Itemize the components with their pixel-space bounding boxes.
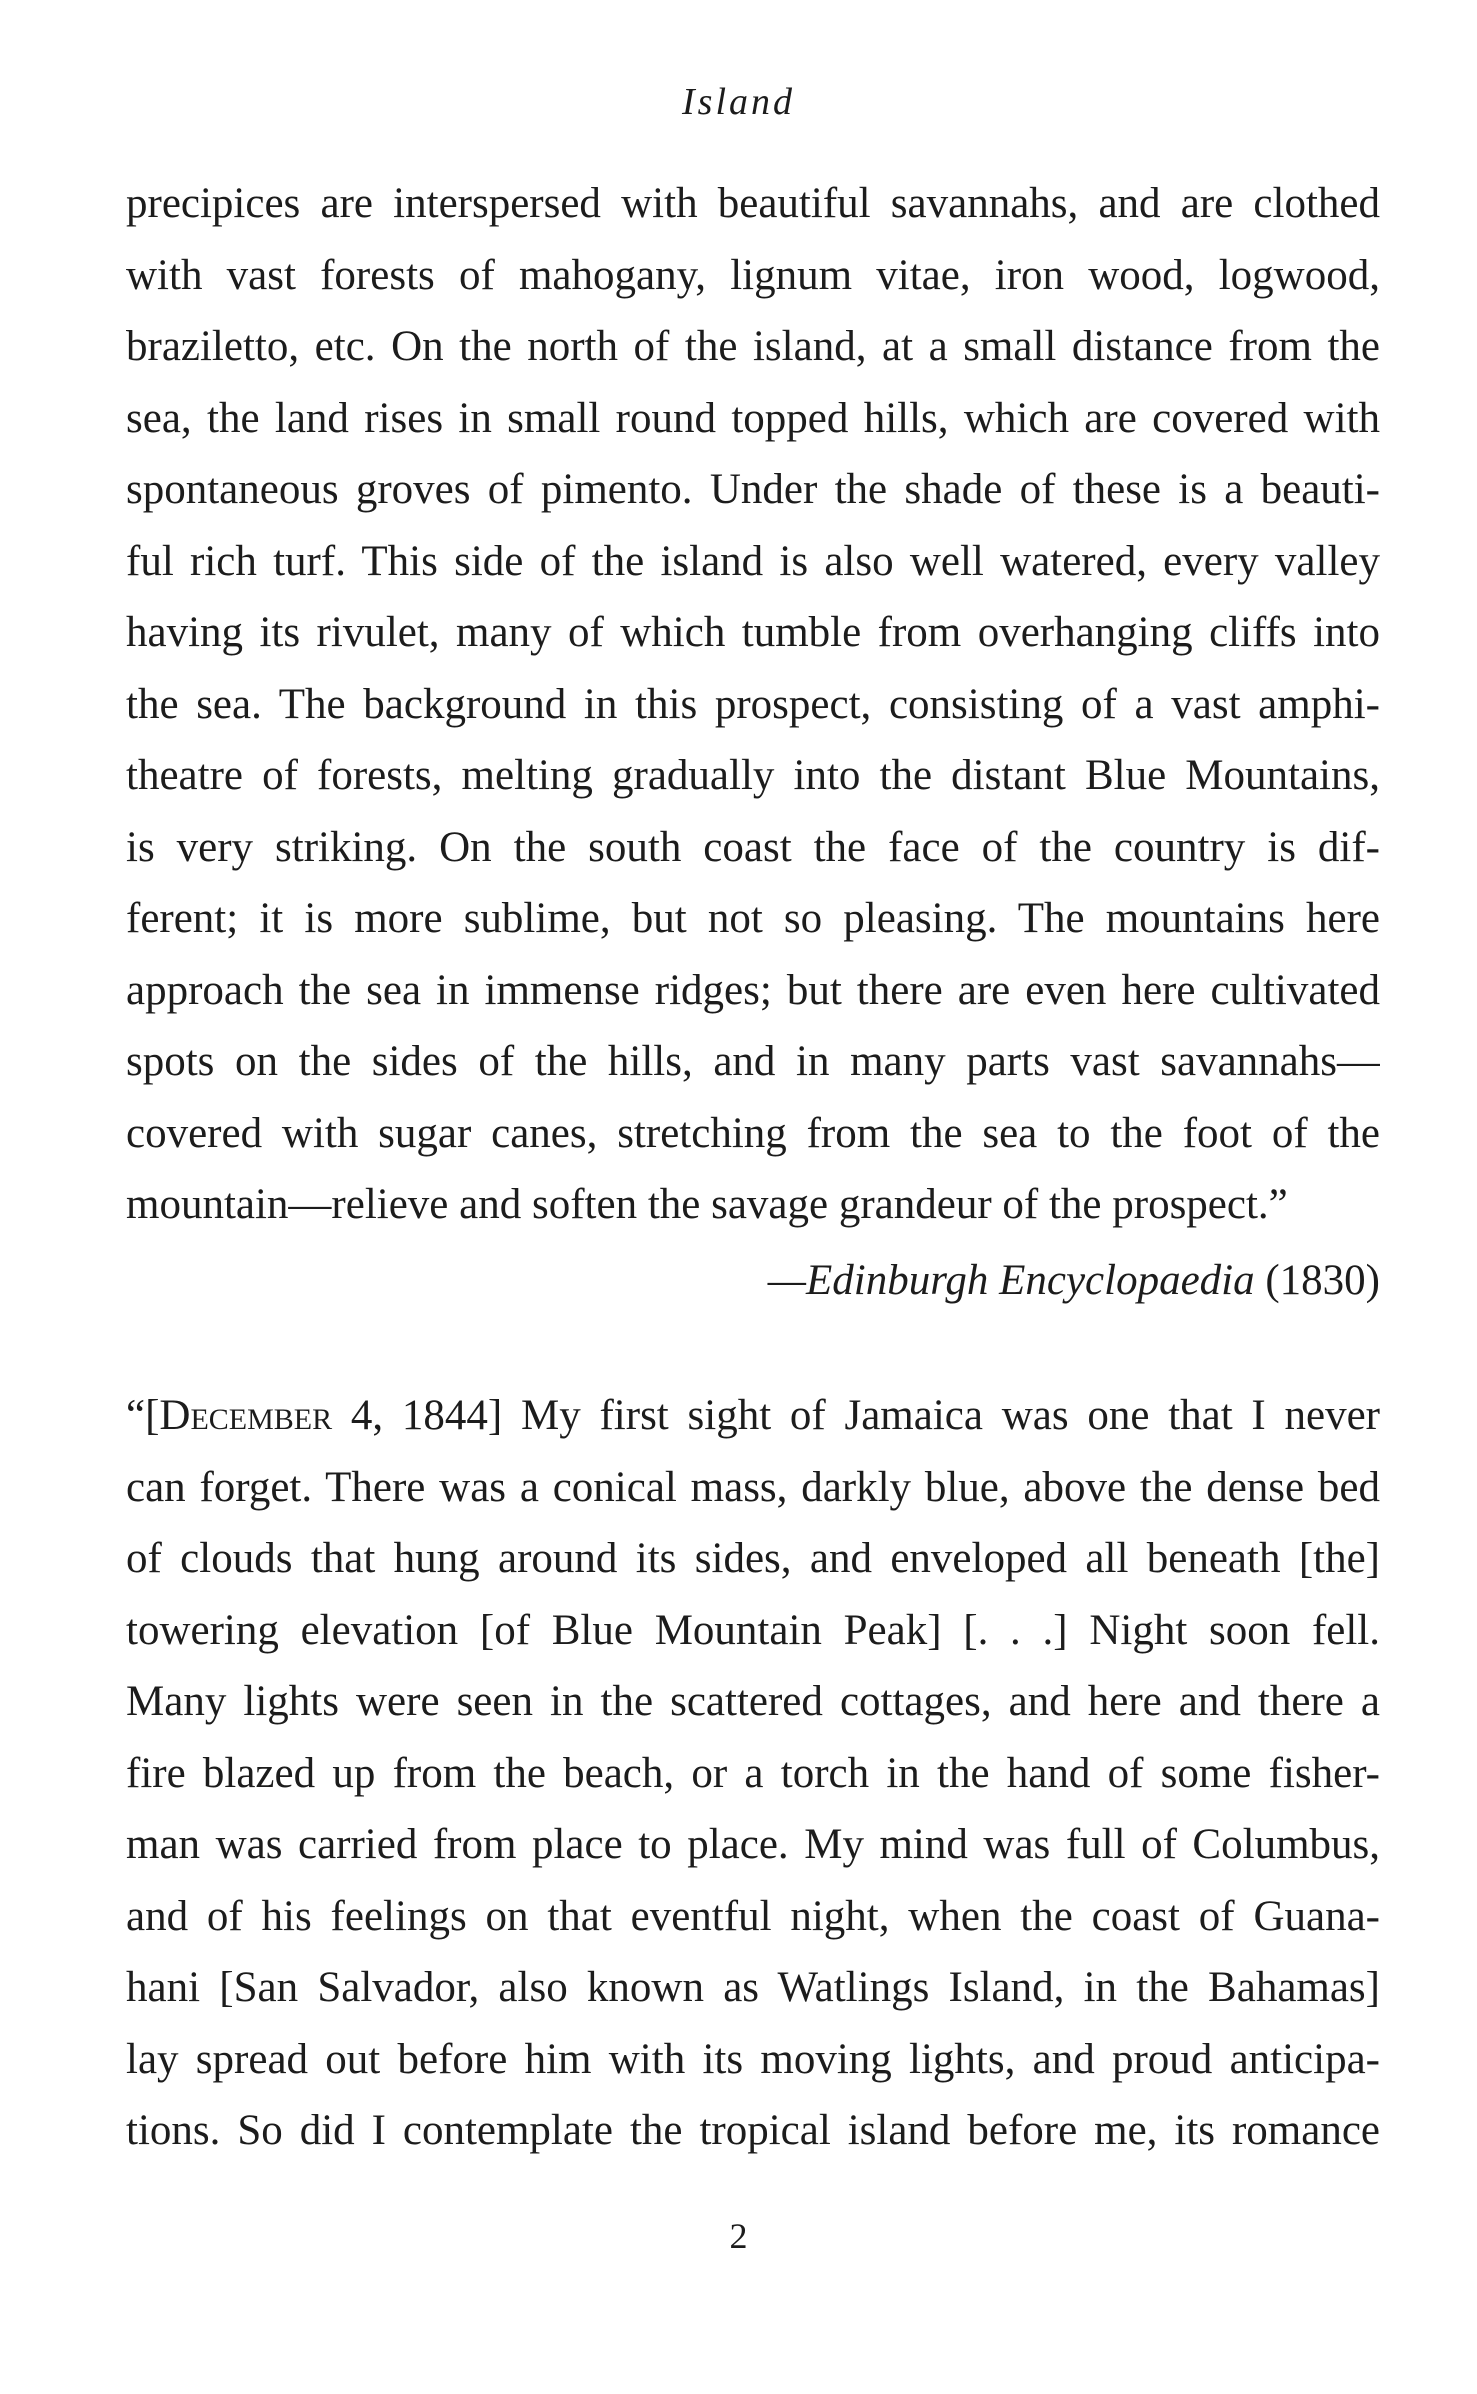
text-line-first [126,1380,1380,1452]
date-month: December [159,1392,333,1439]
attribution-source: Edinburgh Encyclopaedia [806,1257,1255,1304]
attribution [768,1245,1380,1317]
attribution-year: (1830) [1254,1257,1380,1304]
text-line: hani [San Salvador, also known as Watlings Island, in the Bahamas] [126,1964,1380,2011]
attribution-dash: — [767,1257,806,1304]
text-line: can forget. There was a conical mass, darkly blue, above the dense bed [126,1463,1380,1511]
text-line: sea, the land rises in small round topped hills, which are covered with [126,394,1380,442]
text-line: covered with sugar canes, stretching from the sea to the foot of the [126,1109,1380,1157]
text-line: and of his feelings on that eventful night, when the coast of Guana- [126,1892,1380,1940]
text-line: is very striking. On the south coast the face of the country is dif- [126,823,1380,871]
text-line: tions. So did I contemplate the tropical island before me, its romance [126,2107,1380,2154]
running-head: Island [682,81,795,123]
text-line: the sea. The background in this prospect, consisting of a vast amphi- [126,680,1380,728]
text-line: with vast forests of mahogany, lignum vitae, iron wood, logwood, [126,251,1380,299]
text-line: having its rivulet, many of which tumble from overhanging cliffs into [126,609,1380,656]
text-line: spontaneous groves of pimento. Under the shade of these is a beauti- [126,466,1380,513]
text-line: Many lights were seen in the scattered cottages, and here and there a [126,1678,1380,1725]
text-line: man was carried from place to place. My mind was full of Columbus, [126,1821,1380,1868]
open-quote-bracket: “[ [126,1392,160,1439]
text-line: ferent; it is more sublime, but not so pleasing. The mountains here [126,895,1380,942]
text-line: spots on the sides of the hills, and in many parts vast savannahs— [126,1038,1380,1085]
text-line: fire blazed up from the beach, or a torch in the hand of some fisher- [126,1749,1380,1797]
text-line: approach the sea in immense ridges; but there are even here cultivated [126,966,1380,1014]
text-line: braziletto, etc. On the north of the island, at a small distance from the [126,323,1380,370]
text-line: lay spread out before him with its moving lights, and proud anticipa- [126,2035,1380,2083]
paragraph-journal-entry [126,1380,1380,2167]
text-line: precipices are interspersed with beautiful savannahs, and are clothed [126,180,1380,227]
text-line: ful rich turf. This side of the island is also well watered, every valley [126,537,1380,585]
page-number: 2 [729,2216,748,2256]
first-line-rest: 4, 1844] My first sight of Jamaica was one that I never [332,1392,1380,1439]
paragraph-encyclopaedia-quote [126,168,1380,1241]
text-line: theatre of forests, melting gradually into the distant Blue Mountains, [126,752,1380,799]
text-line: towering elevation [of Blue Mountain Peak] [. . .] Night soon fell. [126,1606,1380,1654]
text-line: of clouds that hung around its sides, and enveloped all beneath [the] [126,1535,1380,1582]
text-line: mountain—relieve and soften the savage grandeur of the prospect.” [126,1181,1288,1228]
